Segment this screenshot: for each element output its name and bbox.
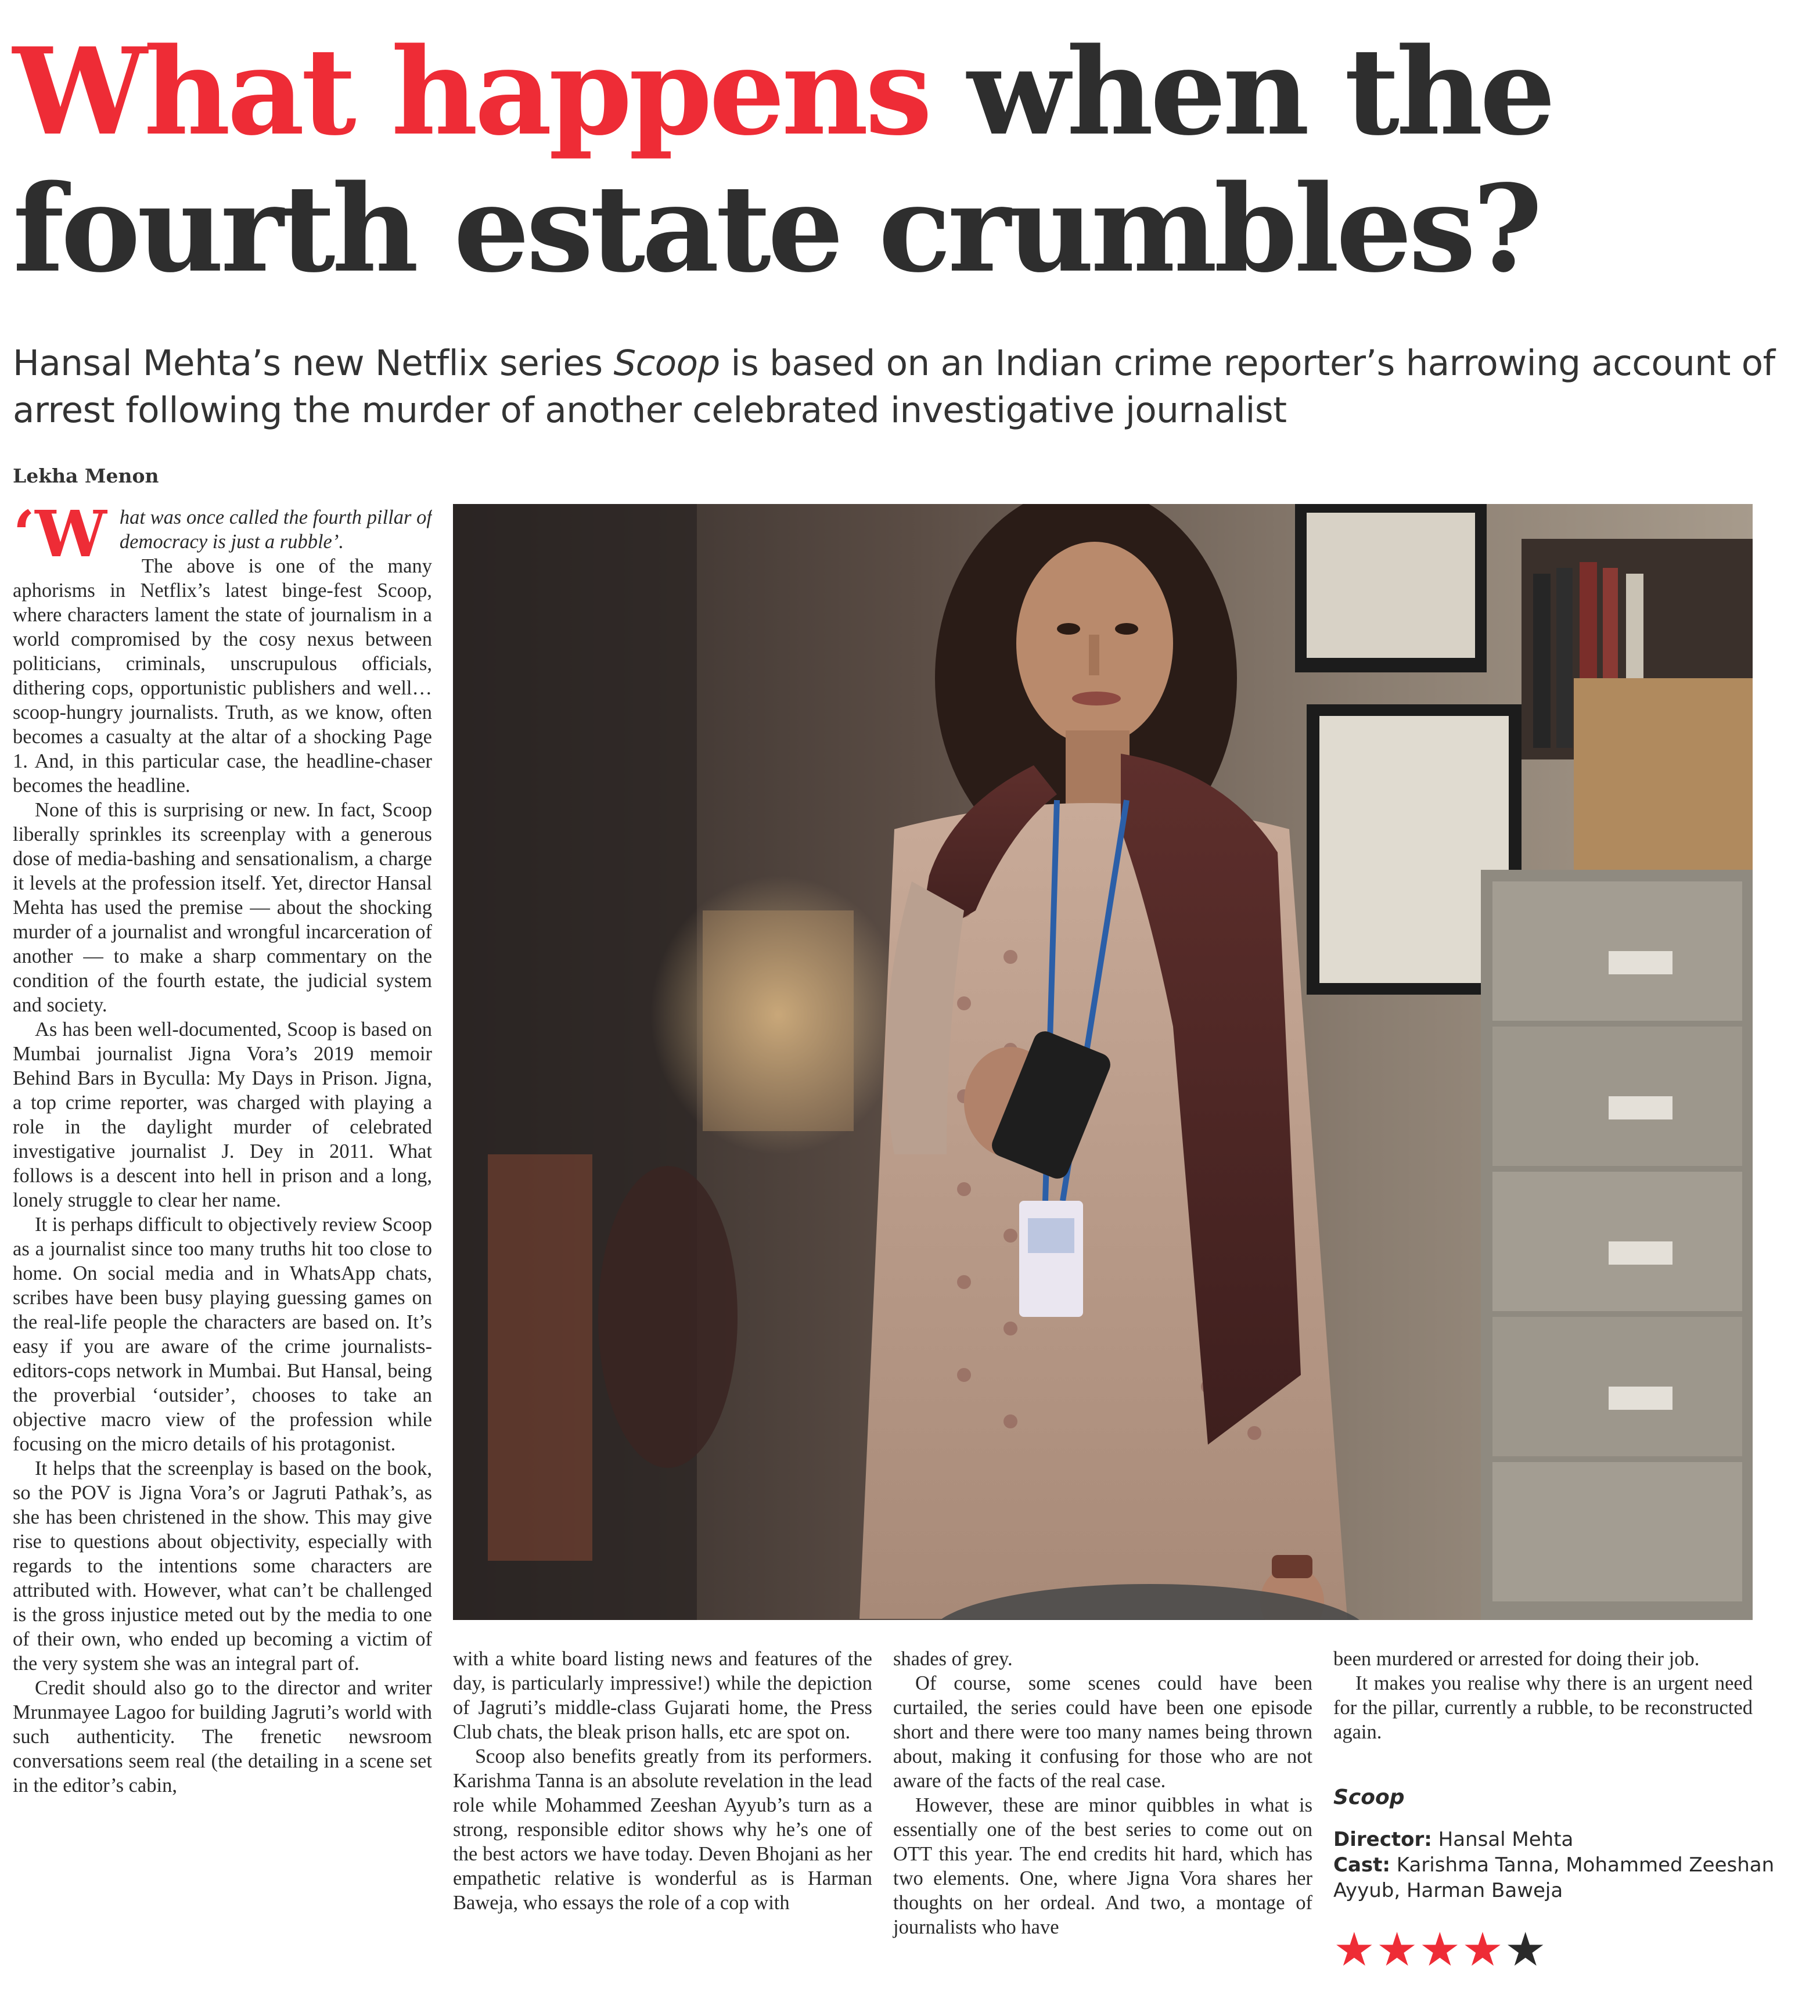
paragraph-3: As has been well-documented, Scoop is based on Mumbai journalist Jigna Vora’s 2019 memoir Behind Bars in Byculla: My Days in Prison. Jigna, a top crime reporter, was charged with playing a role in the daylight murder of celebrated investigative journalist J. Dey in 2011. What follows is a descent into hell in prison and a long, lonely struggle to clear her name.: [13, 1018, 432, 1211]
headline-rest-line1: when the: [929, 21, 1552, 162]
standfirst-after: is based on an Indian crime reporter’s harrowing account of arrest following the murder of another celebrated investigative journalist: [13, 343, 1775, 431]
paragraph-1: The above is one of the many aphorisms in Netflix’s latest binge-fest Scoop, where characters lament the state of journalism in a world compromised by the cosy nexus between politicians, criminals, unscrupulous officials, dithering cops, opportunistic publishers and well… scoop-hungry journalists. Truth, as we know, often becomes a casualty at the altar of a shocking Page 1. And, in this particular case, the headline-chaser becomes the headline.: [13, 555, 432, 797]
article-column-1: [13, 505, 432, 1957]
headline-red-part: What happens: [13, 21, 929, 162]
paragraph-10: Of course, some scenes could have been curtailed, the series could have been one episode short and there were too many names being thrown about, making it confusing for those who are not aware of the facts of the real case.: [893, 1672, 1312, 1792]
cast-value: Karishma Tanna, Mohammed Zeeshan Ayyub, Harman Baweja: [1333, 1853, 1775, 1902]
infobox-cast: [1333, 1852, 1798, 1903]
cast-label: Cast:: [1333, 1853, 1390, 1877]
article-column-4: [1333, 1647, 1753, 1744]
star-filled-icon: ★: [1462, 1923, 1505, 1977]
paragraph-13: It makes you realise why there is an urgent need for the pillar, currently a rubble, to be reconstructed again.: [1333, 1672, 1753, 1743]
star-empty-icon: ★: [1504, 1923, 1548, 1977]
director-label: Director:: [1333, 1828, 1432, 1851]
paragraph-7: with a white board listing news and features of the day, is particularly impressive!) while the depiction of Jagruti’s middle-class Gujarati home, the Press Club chats, the bleak prison halls, etc are spot on.: [453, 1648, 872, 1743]
paragraph-5: It helps that the screenplay is based on the book, so the POV is Jigna Vora’s or Jagruti Pathak’s, as she has been christened in the show. This may give rise to questions about objectivity, especially with regards to the intentions some characters are attributed with. However, what can’t be challenged is the gross injustice meted out by the media to one of their own, who ended up becoming a victim of the very system she was an integral part of.: [13, 1457, 432, 1675]
intro-quote: hat was once called the fourth pillar of democracy is just a rubble’.: [119, 506, 432, 553]
director-value: Hansal Mehta: [1438, 1828, 1574, 1851]
infobox-director: [1333, 1827, 1798, 1852]
article-intro: [13, 505, 432, 798]
article-column-3: [893, 1647, 1312, 1939]
star-filled-icon: ★: [1376, 1923, 1419, 1977]
byline: Lekha Menon: [13, 465, 159, 487]
paragraph-11: However, these are minor quibbles in what is essentially one of the best series to come out on OTT this year. The end credits hit hard, which has two elements. One, where Jigna Vora shares her thoughts on her ordeal. And two, a montage of journalists who have: [893, 1794, 1312, 1938]
photo-illustration: [453, 504, 1753, 1620]
star-rating: [1333, 1923, 1798, 1977]
article-photo: [453, 504, 1753, 1620]
paragraph-4: It is perhaps difficult to objectively review Scoop as a journalist since too many truths hit too close to home. On social media and in WhatsApp chats, scribes have been busy playing guessing games on the real-life people the characters are based on. It’s easy if you are aware of the crime journalists-editors-cops network in Mumbai. But Hansal, being the proverbial ‘outsider’, chooses to take an objective macro view of the profession while focusing on the micro details of his protagonist.: [13, 1214, 432, 1455]
paragraph-2: None of this is surprising or new. In fact, Scoop liberally sprinkles its screenplay with a generous dose of media-bashing and sensationalism, a charge it levels at the profession itself. Yet, director Hansal Mehta has used the premise — about the shocking murder of a journalist and wrongful incarceration of another — to make a sharp commentary on the condition of the fourth estate, the judicial system and society.: [13, 799, 432, 1016]
paragraph-8: Scoop also benefits greatly from its performers. Karishma Tanna is an absolute revelation in the lead role while Mohammed Zeeshan Ayyub’s turn as a strong, responsible editor shows why he’s one of the best actors we have today. Deven Bhojani as her empathetic relative is wonderful as is Harman Baweja, who essays the role of a cop with: [453, 1745, 872, 1914]
headline: [13, 23, 1807, 297]
standfirst-title: Scoop: [613, 343, 720, 384]
star-filled-icon: ★: [1419, 1923, 1462, 1977]
headline-line2: fourth estate crumbles?: [13, 159, 1540, 299]
paragraph-6: Credit should also go to the director and writer Mrunmayee Lagoo for building Jagruti’s world with such authenticity. The frenetic newsroom conversations seem real (the detailing in a scene set in the editor’s cabin,: [13, 1677, 432, 1797]
article-column-2: [453, 1647, 872, 1915]
infobox-title: Scoop: [1333, 1785, 1405, 1809]
drop-cap: ‘W: [13, 505, 107, 571]
star-filled-icon: ★: [1333, 1923, 1376, 1977]
standfirst: [13, 340, 1807, 434]
standfirst-before: Hansal Mehta’s new Netflix series: [13, 343, 614, 384]
review-infobox: [1333, 1785, 1798, 1977]
paragraph-12: been murdered or arrested for doing their job.: [1333, 1648, 1700, 1670]
paragraph-9: shades of grey.: [893, 1648, 1013, 1670]
